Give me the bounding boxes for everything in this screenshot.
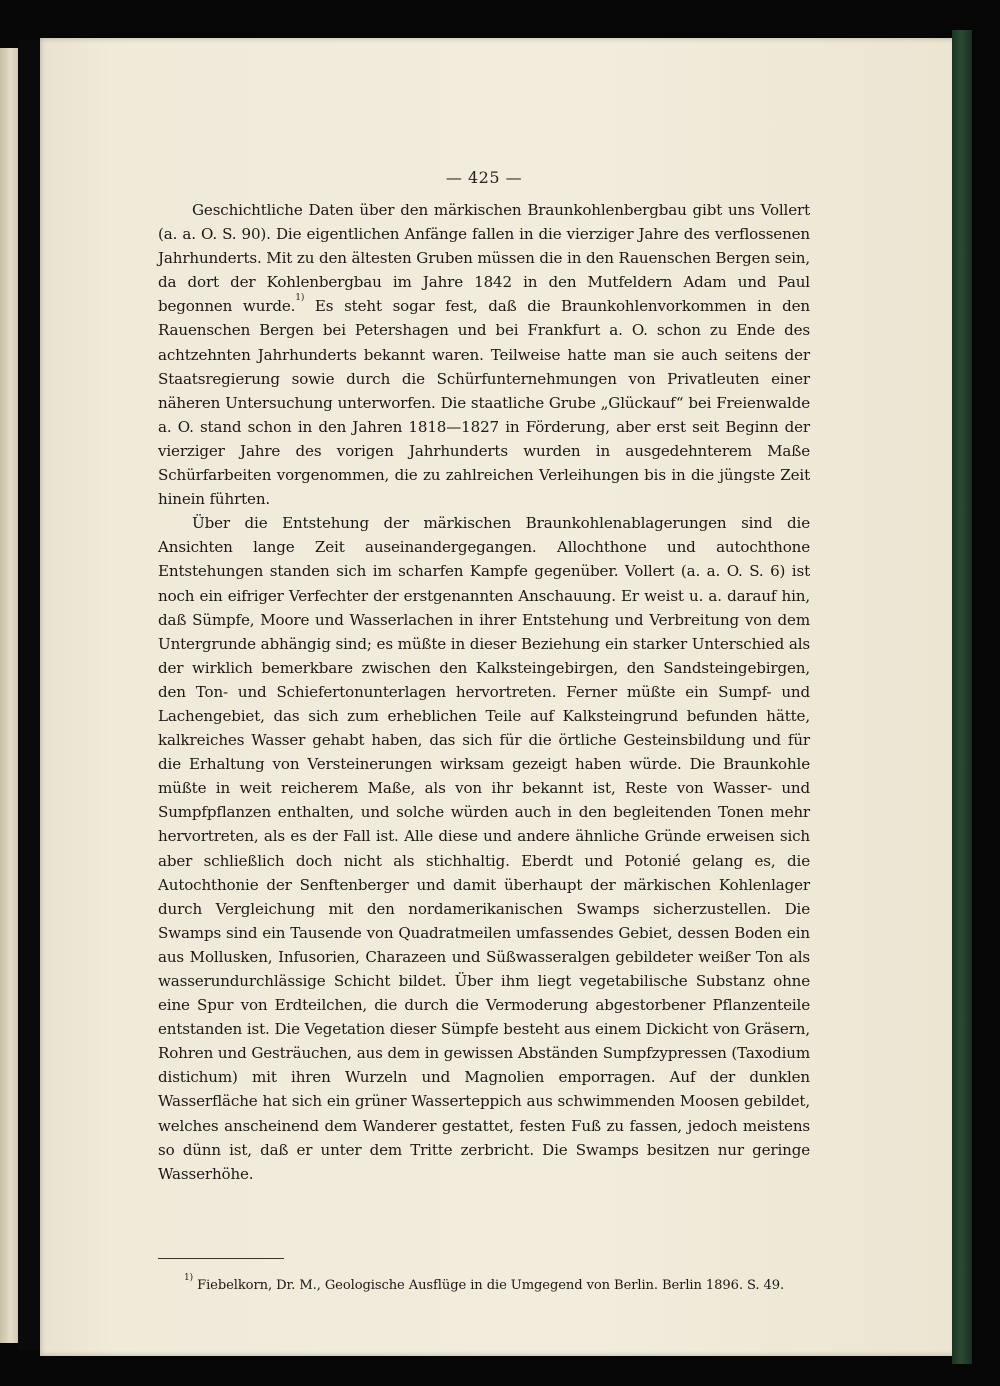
footnote-text: Fiebelkorn, Dr. M., Geologische Ausflüge in die Umgegend von Berlin. Berlin 1896. S. 49.: [193, 1278, 785, 1293]
facing-page-edge: [0, 48, 18, 1343]
footnote-marker: 1): [184, 1273, 194, 1283]
page-number: — 425 —: [445, 168, 523, 187]
footnote-divider: [158, 1258, 284, 1259]
paragraph-1-continuation: Es steht sogar fest, daß die Braunkohlenvorkommen in den Rauenschen Bergen bei Petershagen und bei Frankfurt a. O. schon zu Ende des achtzehnten Jahrhunderts bekannt waren. Teilweise hatte man sie auch seitens der Staatsregierung sowie durch die Schürfunternehmungen von Privatleuten einer näheren Untersuchung unterworfen. Die staatliche Grube „Glückauf“ bei Freienwalde a. O. stand schon in den Jahren 1818—1827 in Förderung, aber erst seit Beginn der vierziger Jahre des vorigen Jahrhunderts wurden in ausgedehnterem Maße Schürfarbeiten vorgenommen, die zu zahlreichen Verleihungen bis in die jüngste Zeit hinein führten.: [158, 297, 810, 509]
paragraph-2: Über die Entstehung der märkischen Braunkohlenablagerungen sind die Ansichten lange Zeit auseinandergegangen. Allochthone und autochthone Entstehungen standen sich im scharfen Kampfe gegenüber. Vollert (a. a. O. S. 6) ist noch ein eifriger Verfechter der erstgenannten Anschauung. Er weist u. a. darauf hin, daß Sümpfe, Moore und Wasserlachen in ihrer Entstehung und Verbreitung von dem Untergrunde abhängig sind; es müßte in dieser Beziehung ein starker Unterschied als der wirklich bemerkbare zwischen den Kalksteingebirgen, den Sandsteingebirgen, den Ton- und Schiefertonunterlagen hervortreten. Ferner müßte ein Sumpf- und Lachengebiet, das sich zum erheblichen Teile auf Kalksteingrund befunden hätte, kalkreiches Wasser gehabt haben, das sich für die örtliche Gesteinsbildung und für die Erhaltung von Versteinerungen wirksam gezeigt haben würde. Die Braunkohle müßte in weit reicherem Maße, als von ihr bekannt ist, Reste von Wasser- und Sumpfpflanzen enthalten, und solche würden auch in den begleitenden Tonen mehr hervortreten, als es der Fall ist. Alle diese und andere ähnliche Gründe erweisen sich aber schließlich doch nicht als stichhaltig. Eberdt und Potonié gelang es, die Autochthonie der Senftenberger und damit überhaupt der märkischen Kohlenlager durch Vergleichung mit den nordamerikanischen Swamps sicherzustellen. Die Swamps sind ein Tausende von Quadratmeilen umfassendes Gebiet, dessen Boden ein aus Mollusken, Infusorien, Charazeen und Süßwasseralgen gebildeter weißer Ton als wasserundurchlässige Schicht bildet. Über ihm liegt vegetabilische Substanz ohne eine Spur von Erdteilchen, die durch die Vermoderung abgestorbener Pflanzenteile entstanden ist. Die Vegetation dieser Sümpfe besteht aus einem Dickicht von Gräsern, Rohren und Gesträuchen, aus dem in gewissen Abständen Sumpfzypressen (Taxodium distichum) mit ihren Wurzeln und Magnolien emporragen. Auf der dunklen Wasserfläche hat sich ein grüner Wasserteppich aus schwimmenden Moosen gebildet, welches anscheinend dem Wanderer gestattet, festen Fuß zu fassen, jedoch meistens so dünn ist, daß er unter dem Tritte zerbricht. Die Swamps besitzen nur geringe Wasserhöhe.: [158, 514, 810, 1183]
book-gutter: [18, 40, 40, 1350]
book-binding: [952, 30, 972, 1364]
book-page: [40, 38, 956, 1356]
paragraph-1-text: Geschichtliche Daten über den märkischen Braunkohlenbergbau gibt uns Vollert (a. a. O. S. 90). Die eigentlichen Anfänge fallen in die vierziger Jahre des verflossenen Jahrhunderts. Mit zu den ältesten Gruben müssen die in den Rauenschen Bergen sein, da dort der Kohlenbergbau im Jahre 1842 in den Mutfeldern Adam und Paul begonnen wurde.: [158, 201, 810, 316]
footnote-reference: 1): [295, 293, 305, 304]
body-text: [158, 198, 810, 1186]
paragraph-1: [158, 198, 810, 511]
footnote: [158, 1274, 810, 1297]
